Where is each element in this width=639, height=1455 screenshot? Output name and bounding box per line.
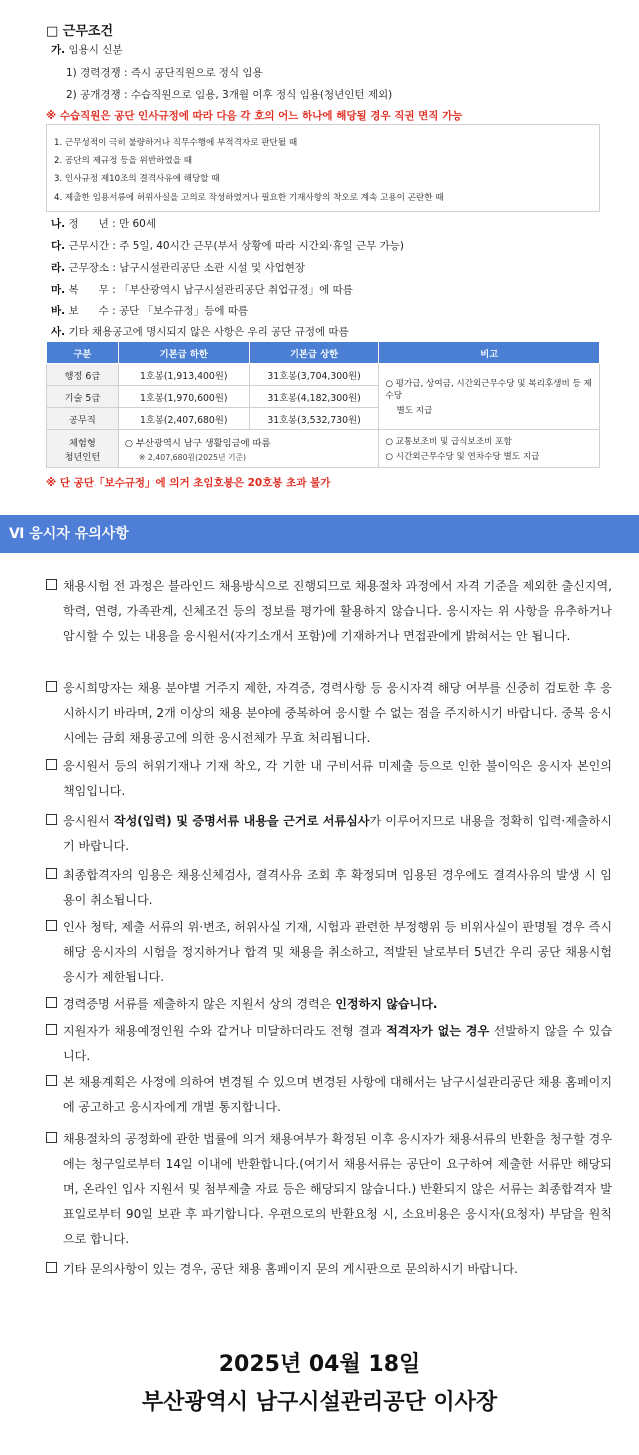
checkbox-icon xyxy=(46,579,57,590)
table-header: 기본급 하한 xyxy=(118,342,249,364)
checkbox-icon xyxy=(46,681,57,692)
grade-cell: 공무직 xyxy=(47,408,119,430)
max-pay-cell: 31호봉(3,704,300원) xyxy=(249,364,379,386)
checkbox-icon xyxy=(46,1262,57,1273)
section-banner-title: Ⅵ 응시자 유의사항 xyxy=(9,526,129,542)
box-item: 3. 인사규정 제10조의 결격사유에 해당할 때 xyxy=(54,174,220,184)
checkbox-icon xyxy=(46,1024,57,1035)
grade-cell: 기술 5급 xyxy=(47,386,119,408)
issuer-signature: 부산광역시 남구시설관리공단 이사장 xyxy=(141,1390,498,1415)
salary-warning: ※ 단 공단「보수규정」에 의거 초임호봉은 20호봉 초과 불가 xyxy=(46,477,331,489)
table-header: 구분 xyxy=(47,342,119,364)
item-a: 가. 임용시 신분 xyxy=(51,44,123,56)
item-b: 나. 정 년 : 만 60세 xyxy=(51,218,156,230)
item-a2: 2) 공개경쟁 : 수습직원으로 임용, 3개월 이후 정식 임용(청년인턴 제외) xyxy=(66,89,393,101)
checkbox-icon xyxy=(46,997,57,1008)
item-f: 바. 보 수 : 공단 「보수규정」등에 따름 xyxy=(51,305,249,317)
min-pay-cell: 1호봉(2,407,680원) xyxy=(118,408,249,430)
item-a1: 1) 경력경쟁 : 즉시 공단직원으로 정식 임용 xyxy=(66,67,263,79)
box-item: 2. 공단의 제규정 등을 위반하였을 때 xyxy=(54,156,193,166)
box-item: 1. 근무성적이 극히 불량하거나 직무수행에 부적격자로 판단될 때 xyxy=(54,138,298,148)
checkbox-icon xyxy=(46,1075,57,1086)
item-c: 다. 근무시간 : 주 5일, 40시간 근무(부서 상황에 따라 시간외·휴일 근무 가능) xyxy=(51,240,405,252)
grade-cell: 체험형 청년인턴 xyxy=(47,430,119,468)
box-item: 4. 제출한 임용서류에 허위사실을 고의로 작성하였거나 필요한 기재사항의 착오로 계속 고용이 곤란한 때 xyxy=(54,193,444,203)
dismissal-conditions-box xyxy=(46,124,600,212)
intern-remarks-cell: ○ 교통보조비 및 급식보조비 포함 ○ 시간외근무수당 및 연차수당 별도 지급 xyxy=(379,430,600,468)
working-conditions-section xyxy=(0,0,639,505)
dismissal-warning: ※ 수습직원은 공단 인사규정에 따라 다음 각 호의 어느 하나에 해당될 경우 직권 면직 가능 xyxy=(46,110,463,122)
remarks-cell: ○ 평가급, 상여금, 시간외근무수당 및 복리후생비 등 제수당 별도 지급 xyxy=(379,364,600,430)
checkbox-icon xyxy=(46,868,57,879)
checkbox-icon xyxy=(46,759,57,770)
table-header: 기본급 상한 xyxy=(249,342,379,364)
item-e: 마. 복 무 : 「부산광역시 남구시설관리공단 취업규정」에 따름 xyxy=(51,284,353,296)
section-banner xyxy=(0,515,639,553)
table-row xyxy=(47,364,600,386)
table-row xyxy=(47,430,600,468)
announcement-date: 2025년 04월 18일 xyxy=(218,1352,421,1377)
item-g: 사. 기타 채용공고에 명시되지 않은 사항은 우리 공단 규정에 따름 xyxy=(51,326,349,338)
table-header: 비고 xyxy=(379,342,600,364)
min-pay-cell: 1호봉(1,913,400원) xyxy=(118,364,249,386)
item-d: 라. 근무장소 : 남구시설관리공단 소관 시설 및 사업현장 xyxy=(51,262,306,274)
table-header-row xyxy=(47,342,600,364)
intern-pay-cell: ○ 부산광역시 남구 생활임금에 따름 ※ 2,407,680원(2025년 기준) xyxy=(118,430,379,468)
section-heading: □ 근무조건 xyxy=(46,24,114,39)
checkbox-icon xyxy=(46,920,57,931)
max-pay-cell: 31호봉(3,532,730원) xyxy=(249,408,379,430)
min-pay-cell: 1호봉(1,970,600원) xyxy=(118,386,249,408)
checkbox-icon xyxy=(46,1132,57,1143)
salary-table xyxy=(46,341,600,468)
max-pay-cell: 31호봉(4,182,300원) xyxy=(249,386,379,408)
checkbox-icon xyxy=(46,814,57,825)
grade-cell: 행정 6급 xyxy=(47,364,119,386)
